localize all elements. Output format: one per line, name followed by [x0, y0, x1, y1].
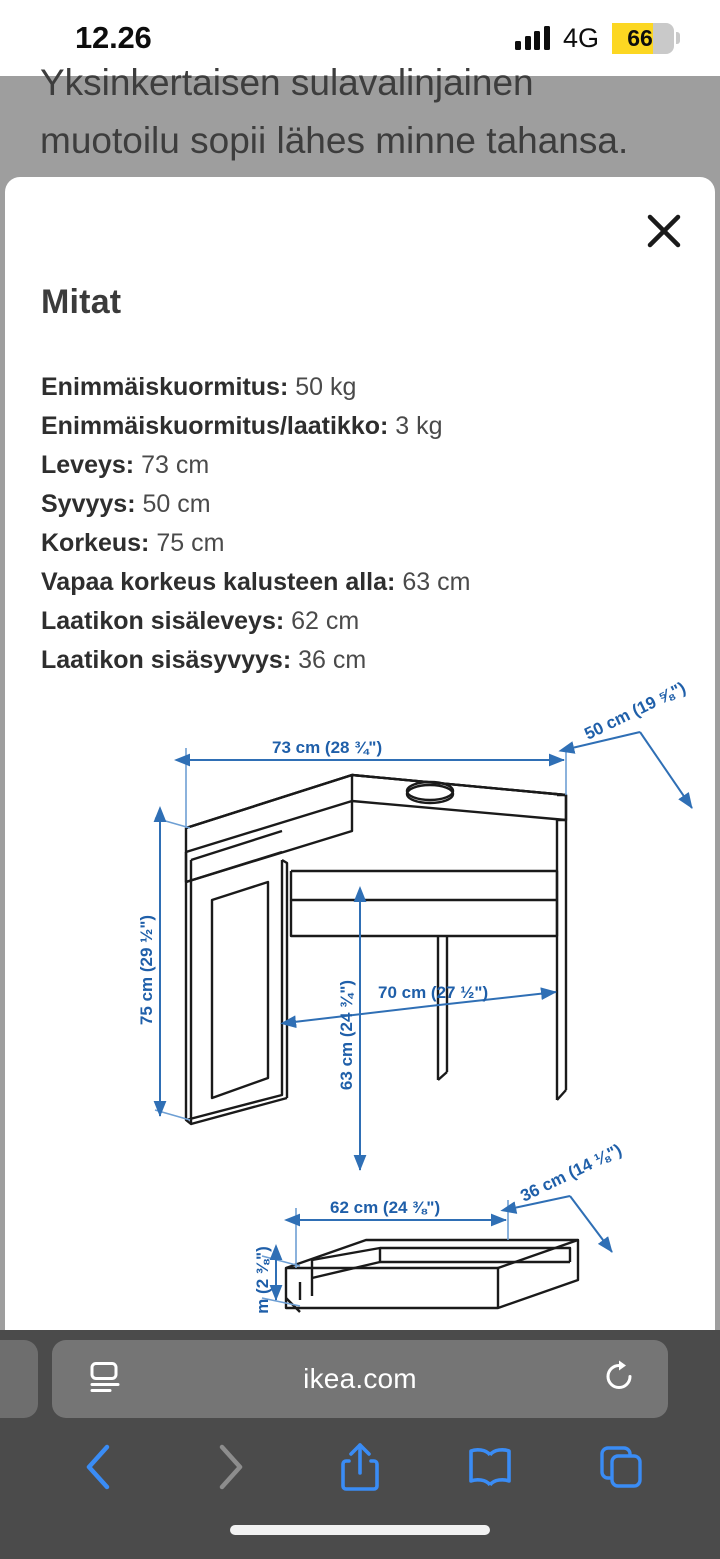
- background-paragraph: [40, 54, 690, 170]
- modal-title: Mitat: [41, 283, 122, 321]
- spec-value: 62 cm: [291, 607, 360, 635]
- desk-technical-drawing: [0, 678, 710, 1314]
- label-desk-width: 73 cm (28 ¾"): [272, 738, 383, 757]
- spec-key: Syvyys:: [41, 490, 136, 518]
- back-icon: [83, 1443, 115, 1491]
- spec-row: [41, 368, 681, 407]
- close-icon: [647, 214, 681, 248]
- share-button[interactable]: [320, 1431, 400, 1503]
- reload-icon[interactable]: [602, 1360, 636, 1399]
- dim-arrows: [160, 732, 692, 1170]
- bookmarks-button[interactable]: [450, 1431, 530, 1503]
- battery-cap-icon: [676, 32, 680, 44]
- spec-key: Laatikon sisäleveys:: [41, 607, 285, 635]
- spec-row: [41, 407, 681, 446]
- dimensions-drawing: [0, 678, 710, 1314]
- tabs-icon: [598, 1444, 644, 1490]
- bookmarks-icon: [466, 1445, 514, 1489]
- spec-row: [41, 563, 681, 602]
- label-drawer-height: m (2 ⅜"): [253, 1246, 272, 1314]
- label-clearance-width: 70 cm (27 ½"): [378, 983, 489, 1002]
- tabs-button[interactable]: [581, 1431, 661, 1503]
- battery-percent-label: 66: [627, 24, 653, 51]
- label-clearance-height: 63 cm (24 ¾"): [337, 979, 356, 1091]
- battery-indicator: [612, 23, 674, 54]
- specs-list: [41, 368, 681, 680]
- label-desk-height: 75 cm (29 ½"): [137, 914, 156, 1026]
- spec-value: 73 cm: [141, 451, 210, 479]
- spec-value: 50 kg: [295, 373, 357, 401]
- browser-toolbar: [0, 1426, 720, 1508]
- close-modal-button[interactable]: [640, 207, 688, 255]
- spec-key: Enimmäiskuormitus:: [41, 373, 289, 401]
- share-icon: [338, 1441, 382, 1493]
- desk-body: [186, 775, 566, 1124]
- home-indicator: [230, 1525, 490, 1535]
- spec-key: Enimmäiskuormitus/laatikko:: [41, 412, 389, 440]
- spec-value: 3 kg: [395, 412, 443, 440]
- spec-key: Laatikon sisäsyvyys:: [41, 646, 292, 674]
- spec-value: 36 cm: [298, 646, 367, 674]
- label-drawer-depth: 36 cm (14 ⅛"): [517, 1140, 625, 1206]
- label-drawer-width: 62 cm (24 ⅜"): [330, 1198, 441, 1217]
- spec-row: [41, 485, 681, 524]
- back-button[interactable]: [59, 1431, 139, 1503]
- spec-row: [41, 524, 681, 563]
- spec-value: 50 cm: [142, 490, 211, 518]
- spec-row: [41, 641, 681, 680]
- spec-value: 75 cm: [156, 529, 225, 557]
- forward-button[interactable]: [190, 1431, 270, 1503]
- url-text: ikea.com: [303, 1363, 417, 1394]
- network-type-label: 4G: [562, 22, 599, 53]
- browser-bottom-chrome: [0, 1330, 720, 1559]
- spec-row: [41, 602, 681, 641]
- adjacent-tab-peek[interactable]: [0, 1340, 38, 1418]
- spec-row: [41, 446, 681, 485]
- spec-key: Vapaa korkeus kalusteen alla:: [41, 568, 396, 596]
- signal-bars-icon: [515, 26, 550, 50]
- spec-key: Korkeus:: [41, 529, 150, 557]
- background-text-line-2: muotoilu sopii lähes minne tahansa.: [40, 120, 629, 161]
- status-time: 12.26: [75, 20, 152, 55]
- reader-view-icon[interactable]: [88, 1361, 122, 1398]
- forward-icon: [214, 1443, 246, 1491]
- status-indicators: [515, 23, 680, 54]
- spec-key: Leveys:: [41, 451, 135, 479]
- url-row: [0, 1340, 720, 1418]
- background-text-line-1: Yksinkertaisen sulavalinjainen: [40, 62, 534, 103]
- address-bar[interactable]: [52, 1340, 668, 1418]
- spec-value: 63 cm: [402, 568, 471, 596]
- label-desk-depth: 50 cm (19 ⅝"): [581, 678, 689, 744]
